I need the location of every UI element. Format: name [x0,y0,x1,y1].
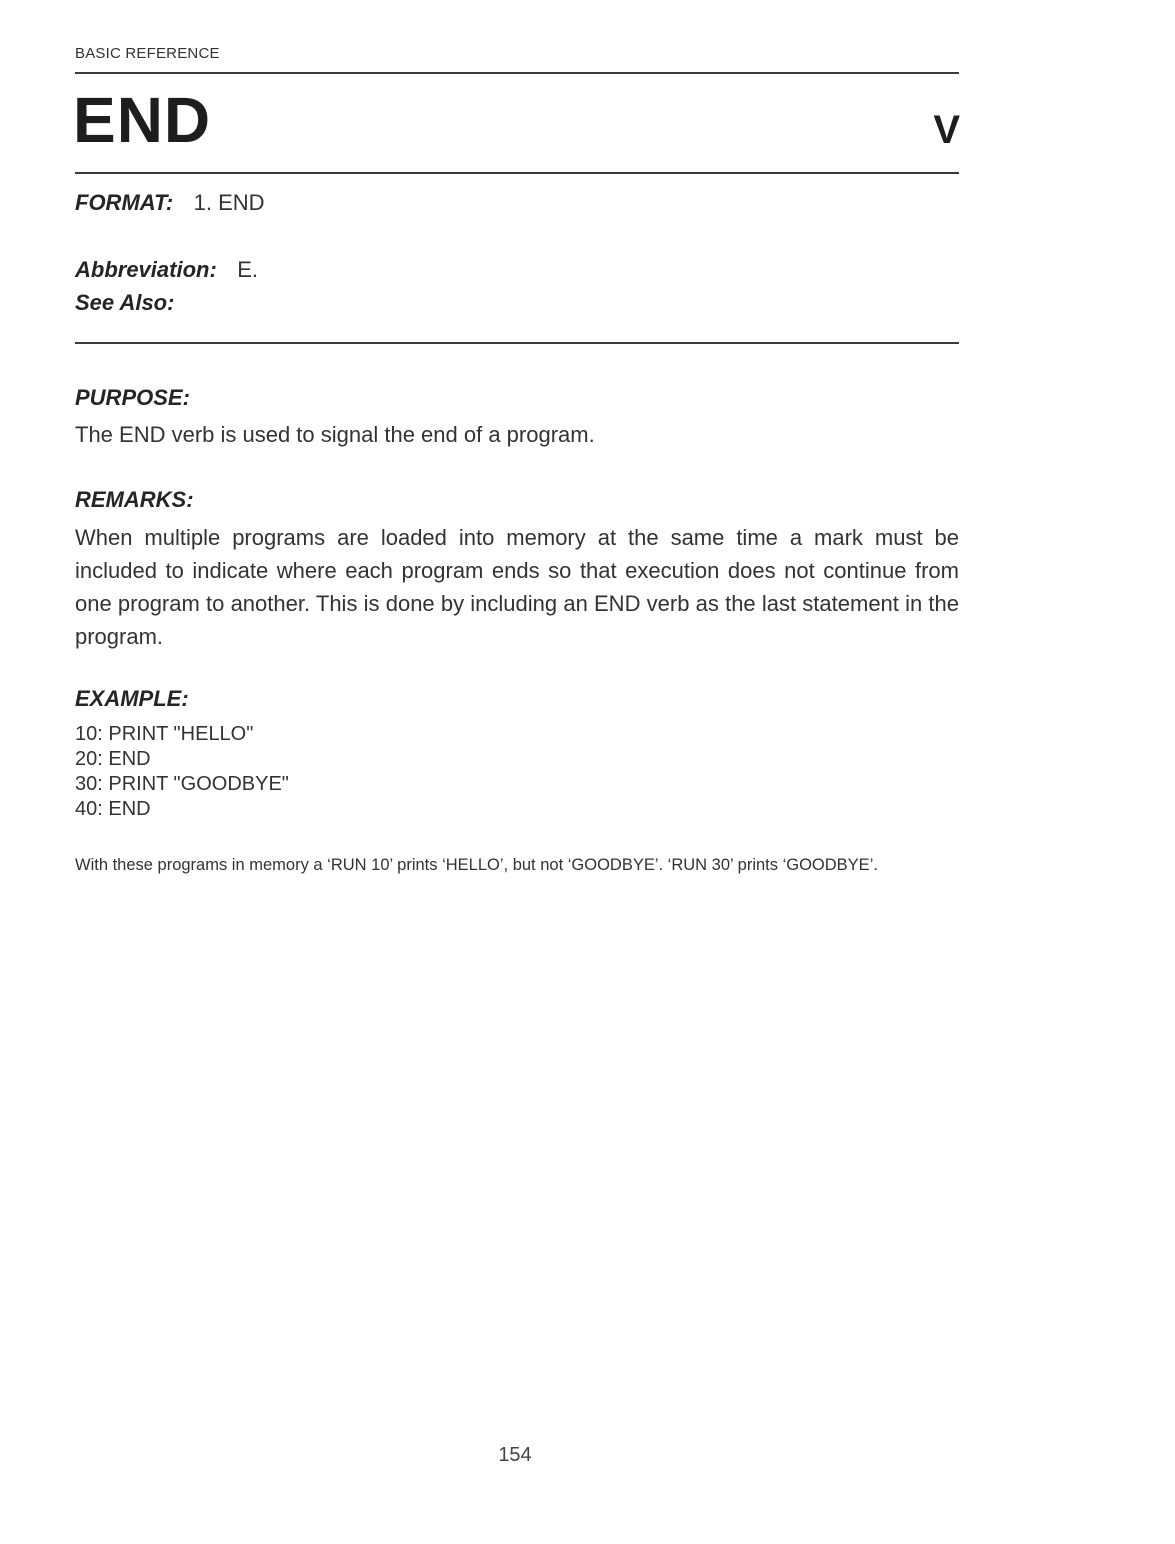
format-row [75,190,265,216]
code-line: 40: END [75,798,151,820]
format-value: 1. END [193,190,265,215]
example-code-block [75,722,289,822]
remarks-text: When multiple programs are loaded into memory at the same time a mark must be included to indicate where each program ends so that execution does not continue from one program to another. This is done by including an END verb as the last statement in the program. [75,525,959,649]
meta-divider [75,342,959,344]
page-number: 154 [498,1444,532,1466]
header-divider [75,72,959,74]
abbreviation-value: E. [237,257,259,282]
see-also-label: See Also: [75,290,175,315]
example-note: With these programs in memory a ‘RUN 10’ prints ‘HELLO’, but not ‘GOODBYE’. ‘RUN 30’ prints ‘GOODBYE’. [75,856,878,874]
section-header-label: BASIC REFERENCE [75,45,220,62]
entry-title: END [73,84,212,156]
code-line: 30: PRINT "GOODBYE" [75,773,289,795]
abbreviation-label: Abbreviation: [75,257,217,282]
format-label: FORMAT: [75,190,174,215]
abbreviation-row [75,257,258,283]
see-also-row [75,290,174,316]
code-line: 10: PRINT "HELLO" [75,723,254,745]
entry-type-code: V [933,108,960,152]
code-line: 20: END [75,748,151,770]
example-heading: EXAMPLE: [75,686,189,711]
title-divider [75,172,959,174]
purpose-heading: PURPOSE: [75,385,190,410]
purpose-text: The END verb is used to signal the end of a program. [75,422,595,447]
remarks-heading: REMARKS: [75,487,194,512]
